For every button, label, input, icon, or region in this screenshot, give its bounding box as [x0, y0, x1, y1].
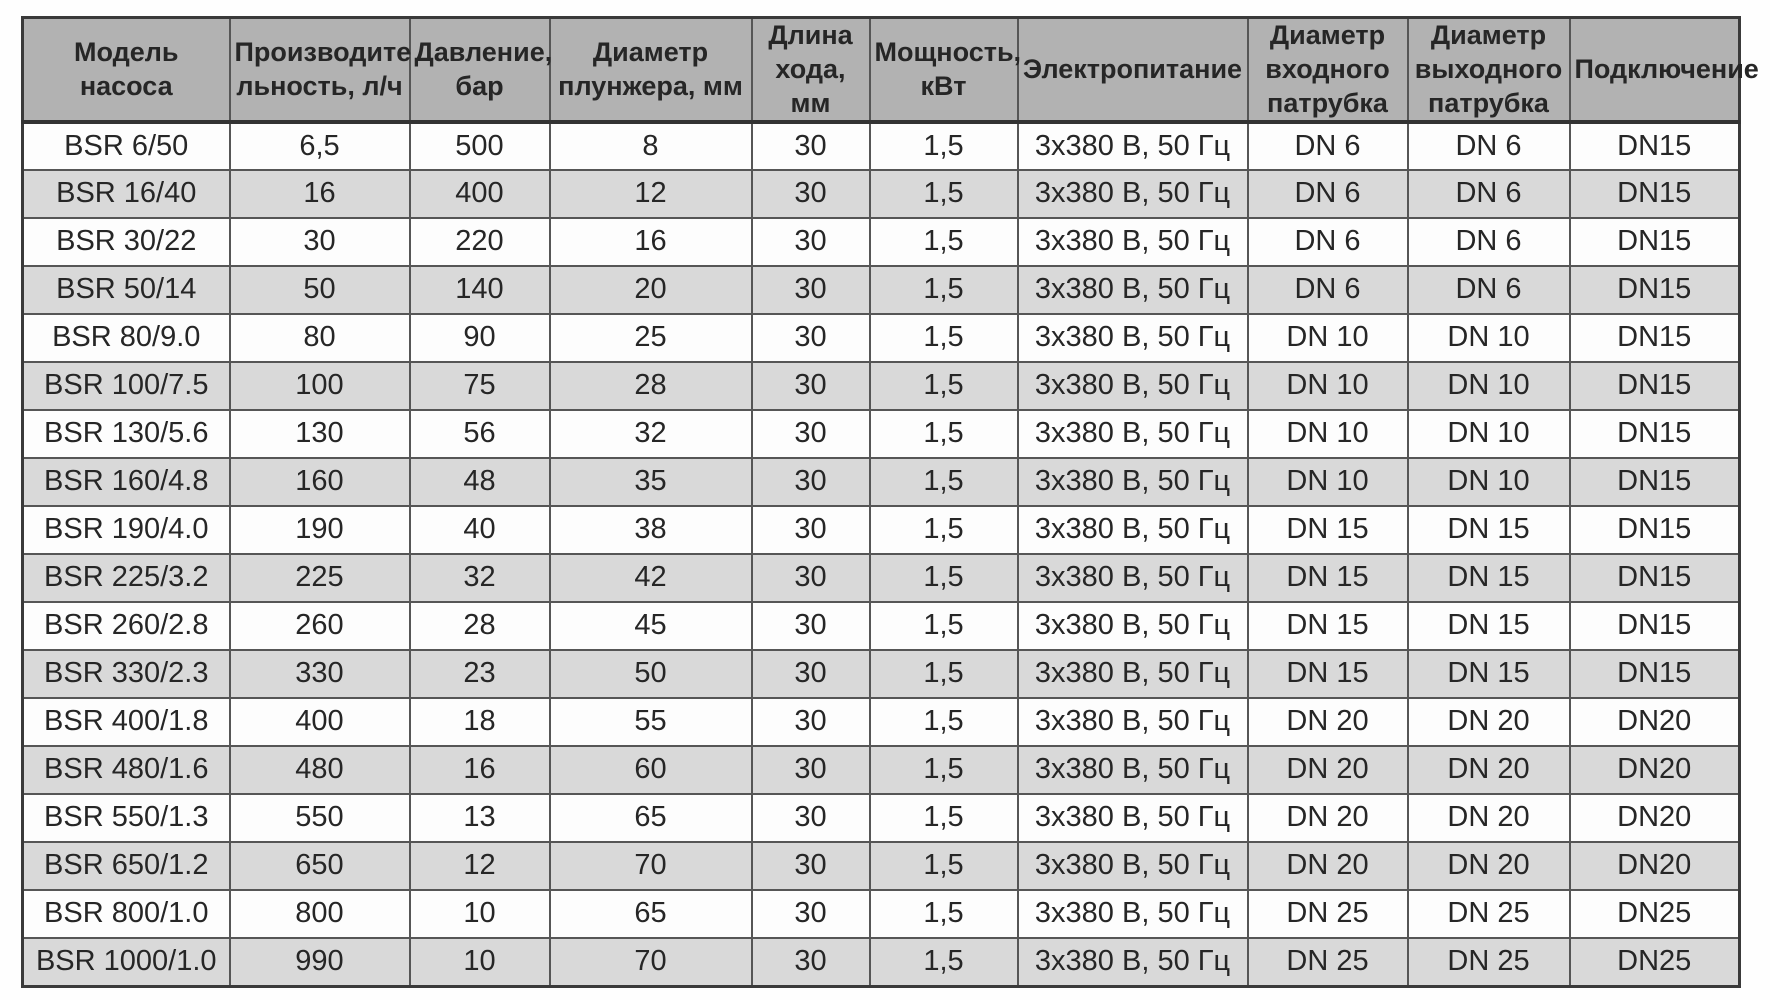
- table-cell: 3х380 В, 50 Гц: [1018, 698, 1248, 746]
- table-cell: 32: [410, 554, 550, 602]
- table-cell: 3х380 В, 50 Гц: [1018, 266, 1248, 314]
- model-cell: BSR 130/5.6: [23, 410, 230, 458]
- table-cell: DN15: [1570, 458, 1740, 506]
- table-cell: 3х380 В, 50 Гц: [1018, 122, 1248, 170]
- table-cell: DN 6: [1248, 170, 1408, 218]
- table-cell: 990: [230, 938, 410, 986]
- table-cell: 1,5: [870, 362, 1018, 410]
- table-cell: 70: [550, 938, 752, 986]
- table-row: [23, 842, 1740, 890]
- table-cell: 1,5: [870, 794, 1018, 842]
- column-header-6: Электропитание: [1018, 18, 1248, 123]
- table-cell: DN 20: [1408, 746, 1570, 794]
- table-cell: DN 6: [1248, 122, 1408, 170]
- table-cell: DN 6: [1408, 170, 1570, 218]
- table-cell: DN 10: [1408, 314, 1570, 362]
- table-cell: 1,5: [870, 746, 1018, 794]
- table-cell: DN 20: [1248, 746, 1408, 794]
- table-cell: 190: [230, 506, 410, 554]
- table-cell: 8: [550, 122, 752, 170]
- table-cell: DN 10: [1248, 362, 1408, 410]
- table-cell: DN 20: [1248, 698, 1408, 746]
- table-cell: DN 15: [1408, 554, 1570, 602]
- table-row: [23, 362, 1740, 410]
- table-cell: DN20: [1570, 746, 1740, 794]
- table-cell: DN20: [1570, 794, 1740, 842]
- model-cell: BSR 80/9.0: [23, 314, 230, 362]
- table-cell: DN15: [1570, 554, 1740, 602]
- table-cell: 3х380 В, 50 Гц: [1018, 554, 1248, 602]
- table-cell: 30: [752, 698, 870, 746]
- table-cell: 90: [410, 314, 550, 362]
- table-cell: 30: [752, 122, 870, 170]
- table-cell: 6,5: [230, 122, 410, 170]
- table-row: [23, 218, 1740, 266]
- table-header: [23, 18, 1759, 123]
- table-row: [23, 650, 1740, 698]
- table-cell: 1,5: [870, 506, 1018, 554]
- table-cell: 1,5: [870, 266, 1018, 314]
- table-cell: 80: [230, 314, 410, 362]
- table-cell: 3х380 В, 50 Гц: [1018, 746, 1248, 794]
- table-cell: 13: [410, 794, 550, 842]
- column-header-3: Диаметр плунжера, мм: [550, 18, 752, 123]
- table-cell: 12: [550, 170, 752, 218]
- table-row: [23, 698, 1740, 746]
- table-cell: 30: [752, 602, 870, 650]
- table-cell: DN15: [1570, 170, 1740, 218]
- table-cell: 48: [410, 458, 550, 506]
- model-cell: BSR 100/7.5: [23, 362, 230, 410]
- table-cell: 30: [230, 218, 410, 266]
- table-cell: DN25: [1570, 938, 1740, 986]
- table-cell: 400: [230, 698, 410, 746]
- table-cell: DN25: [1570, 890, 1740, 938]
- table-cell: 800: [230, 890, 410, 938]
- table-cell: 3х380 В, 50 Гц: [1018, 842, 1248, 890]
- table-cell: DN20: [1570, 842, 1740, 890]
- table-cell: 35: [550, 458, 752, 506]
- table-cell: 225: [230, 554, 410, 602]
- table-row: [23, 122, 1740, 170]
- table-cell: 32: [550, 410, 752, 458]
- table-row: [23, 890, 1740, 938]
- table-row: [23, 506, 1740, 554]
- table-cell: 30: [752, 842, 870, 890]
- table-body: [23, 122, 1740, 986]
- table-cell: DN 20: [1408, 794, 1570, 842]
- model-cell: BSR 1000/1.0: [23, 938, 230, 986]
- model-cell: BSR 330/2.3: [23, 650, 230, 698]
- table-cell: 3х380 В, 50 Гц: [1018, 938, 1248, 986]
- table-cell: DN 6: [1248, 266, 1408, 314]
- column-header-4: Длина хода, мм: [752, 18, 870, 123]
- table-cell: 30: [752, 362, 870, 410]
- table-cell: 480: [230, 746, 410, 794]
- table-cell: 1,5: [870, 218, 1018, 266]
- table-cell: DN 20: [1248, 794, 1408, 842]
- table-cell: 28: [550, 362, 752, 410]
- table-cell: 220: [410, 218, 550, 266]
- table-cell: DN15: [1570, 602, 1740, 650]
- table-cell: 160: [230, 458, 410, 506]
- table-cell: 3х380 В, 50 Гц: [1018, 650, 1248, 698]
- table-cell: DN 6: [1408, 266, 1570, 314]
- table-cell: 18: [410, 698, 550, 746]
- table-cell: 65: [550, 794, 752, 842]
- table-cell: 1,5: [870, 602, 1018, 650]
- table-cell: DN 10: [1408, 410, 1570, 458]
- table-cell: 140: [410, 266, 550, 314]
- table-cell: 65: [550, 890, 752, 938]
- table-cell: 1,5: [870, 410, 1018, 458]
- model-cell: BSR 400/1.8: [23, 698, 230, 746]
- table-cell: DN15: [1570, 266, 1740, 314]
- table-cell: DN 15: [1408, 650, 1570, 698]
- column-header-2: Давление, бар: [410, 18, 550, 123]
- table-cell: 3х380 В, 50 Гц: [1018, 362, 1248, 410]
- table-cell: 550: [230, 794, 410, 842]
- table-cell: 3х380 В, 50 Гц: [1018, 314, 1248, 362]
- column-header-0: Модель насоса: [23, 18, 230, 123]
- model-cell: BSR 225/3.2: [23, 554, 230, 602]
- table-cell: DN 15: [1248, 506, 1408, 554]
- table-cell: 55: [550, 698, 752, 746]
- table-cell: 28: [410, 602, 550, 650]
- table-cell: 3х380 В, 50 Гц: [1018, 890, 1248, 938]
- table-cell: DN15: [1570, 362, 1740, 410]
- column-header-5: Мощность, кВт: [870, 18, 1018, 123]
- table-cell: DN 10: [1408, 362, 1570, 410]
- table-cell: 70: [550, 842, 752, 890]
- table-cell: 30: [752, 650, 870, 698]
- model-cell: BSR 480/1.6: [23, 746, 230, 794]
- model-cell: BSR 550/1.3: [23, 794, 230, 842]
- table-row: [23, 746, 1740, 794]
- table-cell: 30: [752, 938, 870, 986]
- table-cell: 30: [752, 266, 870, 314]
- table-cell: 16: [550, 218, 752, 266]
- table-cell: 1,5: [870, 698, 1018, 746]
- column-header-8: Диаметр выходного патрубка: [1408, 18, 1570, 123]
- table-cell: DN15: [1570, 314, 1740, 362]
- table-cell: 1,5: [870, 122, 1018, 170]
- table-cell: 25: [550, 314, 752, 362]
- table-cell: 3х380 В, 50 Гц: [1018, 170, 1248, 218]
- table-cell: DN 25: [1248, 890, 1408, 938]
- table-cell: 30: [752, 170, 870, 218]
- table-cell: DN 25: [1408, 938, 1570, 986]
- table-cell: 3х380 В, 50 Гц: [1018, 410, 1248, 458]
- table-cell: 3х380 В, 50 Гц: [1018, 218, 1248, 266]
- table-cell: 75: [410, 362, 550, 410]
- table-cell: 1,5: [870, 842, 1018, 890]
- table-cell: 16: [410, 746, 550, 794]
- table-cell: 40: [410, 506, 550, 554]
- table-cell: 38: [550, 506, 752, 554]
- model-cell: BSR 30/22: [23, 218, 230, 266]
- table-cell: 500: [410, 122, 550, 170]
- table-cell: 10: [410, 890, 550, 938]
- table-cell: 3х380 В, 50 Гц: [1018, 458, 1248, 506]
- table-cell: DN 10: [1248, 314, 1408, 362]
- table-cell: 100: [230, 362, 410, 410]
- table-cell: DN 15: [1248, 650, 1408, 698]
- table-cell: DN15: [1570, 650, 1740, 698]
- table-cell: 12: [410, 842, 550, 890]
- table-row: [23, 266, 1740, 314]
- table-cell: 30: [752, 218, 870, 266]
- table-cell: DN 15: [1248, 554, 1408, 602]
- table-cell: DN 20: [1408, 698, 1570, 746]
- column-header-1: Производите льность, л/ч: [230, 18, 410, 123]
- table-row: [23, 602, 1740, 650]
- table-cell: 1,5: [870, 938, 1018, 986]
- table-cell: 1,5: [870, 650, 1018, 698]
- table-cell: DN15: [1570, 410, 1740, 458]
- table-cell: DN 15: [1248, 602, 1408, 650]
- pump-spec-table: [21, 16, 1759, 988]
- model-cell: BSR 650/1.2: [23, 842, 230, 890]
- table-cell: DN 20: [1408, 842, 1570, 890]
- table-cell: DN 6: [1408, 218, 1570, 266]
- table-row: [23, 458, 1740, 506]
- table-cell: 50: [550, 650, 752, 698]
- table-cell: 30: [752, 554, 870, 602]
- table-cell: 1,5: [870, 170, 1018, 218]
- table-cell: DN15: [1570, 122, 1740, 170]
- model-cell: BSR 6/50: [23, 122, 230, 170]
- table-cell: 60: [550, 746, 752, 794]
- header-row: [23, 18, 1740, 123]
- model-cell: BSR 190/4.0: [23, 506, 230, 554]
- column-header-7: Диаметр входного патрубка: [1248, 18, 1408, 123]
- model-cell: BSR 50/14: [23, 266, 230, 314]
- table-cell: 1,5: [870, 314, 1018, 362]
- table-cell: 3х380 В, 50 Гц: [1018, 602, 1248, 650]
- table-cell: 56: [410, 410, 550, 458]
- table-cell: DN15: [1570, 218, 1740, 266]
- model-cell: BSR 160/4.8: [23, 458, 230, 506]
- table-cell: 400: [410, 170, 550, 218]
- model-cell: BSR 260/2.8: [23, 602, 230, 650]
- table-cell: 3х380 В, 50 Гц: [1018, 794, 1248, 842]
- table-row: [23, 554, 1740, 602]
- table-row: [23, 314, 1740, 362]
- table-cell: DN 15: [1408, 506, 1570, 554]
- table-cell: 45: [550, 602, 752, 650]
- table-cell: 260: [230, 602, 410, 650]
- table-cell: 16: [230, 170, 410, 218]
- table-cell: 30: [752, 890, 870, 938]
- table-cell: DN 10: [1408, 458, 1570, 506]
- table-cell: DN 15: [1408, 602, 1570, 650]
- table-cell: DN20: [1570, 698, 1740, 746]
- table-cell: 50: [230, 266, 410, 314]
- table-cell: 20: [550, 266, 752, 314]
- table-cell: 30: [752, 794, 870, 842]
- table-cell: 1,5: [870, 890, 1018, 938]
- model-cell: BSR 800/1.0: [23, 890, 230, 938]
- table-cell: 10: [410, 938, 550, 986]
- column-header-9: Подключение: [1570, 18, 1740, 123]
- table-cell: 42: [550, 554, 752, 602]
- table-cell: DN 25: [1248, 938, 1408, 986]
- table-cell: 30: [752, 410, 870, 458]
- table-cell: 330: [230, 650, 410, 698]
- table-cell: DN 25: [1408, 890, 1570, 938]
- table-cell: 1,5: [870, 458, 1018, 506]
- table-cell: 130: [230, 410, 410, 458]
- table-cell: DN15: [1570, 506, 1740, 554]
- table-cell: DN 10: [1248, 458, 1408, 506]
- table-cell: 30: [752, 314, 870, 362]
- table-cell: 1,5: [870, 554, 1018, 602]
- table-cell: 30: [752, 506, 870, 554]
- table-cell: 650: [230, 842, 410, 890]
- table-cell: DN 6: [1248, 218, 1408, 266]
- table-cell: DN 20: [1248, 842, 1408, 890]
- table-cell: 30: [752, 746, 870, 794]
- table-cell: 3х380 В, 50 Гц: [1018, 506, 1248, 554]
- table-cell: DN 10: [1248, 410, 1408, 458]
- table-row: [23, 410, 1740, 458]
- table-row: [23, 170, 1740, 218]
- table-cell: 23: [410, 650, 550, 698]
- table-row: [23, 794, 1740, 842]
- model-cell: BSR 16/40: [23, 170, 230, 218]
- table-cell: DN 6: [1408, 122, 1570, 170]
- table-row: [23, 938, 1740, 986]
- table-cell: 30: [752, 458, 870, 506]
